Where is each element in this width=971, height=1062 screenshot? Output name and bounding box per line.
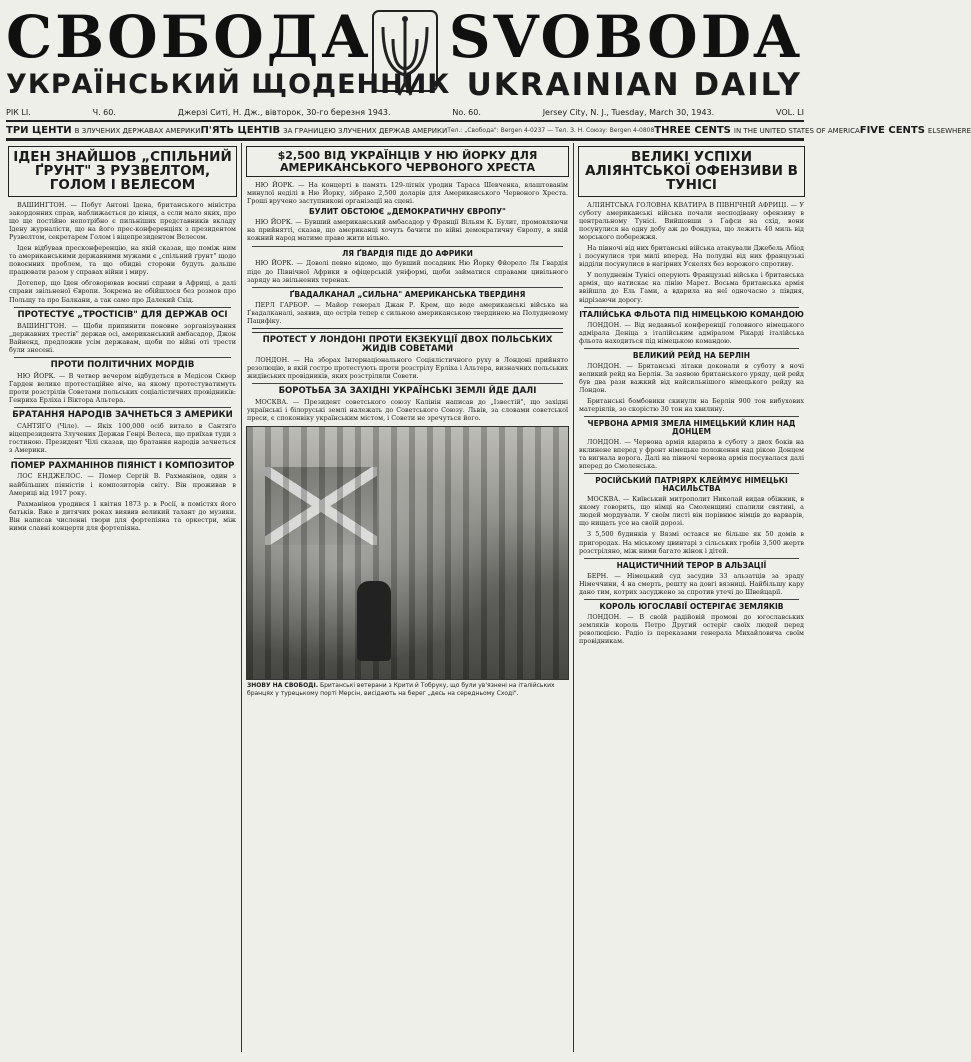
dateline-issue: Ч. 60. [92,108,116,117]
headline-patriarch: РОСІЙСЬКИЙ ПАТРІЯРХ КЛЕЙМУЄ НІМЕЦЬКІ НАСИЛЬСТВА [595,476,788,494]
headline-rachmaninoff: ПОМЕР РАХМАНІНОВ ПІЯНІСТ І КОМПОЗИТОР [10,460,235,471]
phone-numbers: Тел.: „Свобода": Bergen 4-0237 — Тел. З. Н. Союзу: Bergen 4-0808 [447,127,655,134]
headline-london-protest: ПРОТЕСТ У ЛОНДОНІ ПРОТИ ЕКЗЕКУЦІЇ ДВОХ ПОЛЬСЬКИХ ЖИДІВ СОВЕТАМИ [262,334,553,354]
lead-headline-tunisia: ВЕЛИКІ УСПІХИ АЛІЯНТСЬКОЇ ОФЕНЗИВИ В ТУНІСІ [578,146,805,197]
center-column [244,143,571,1052]
price-five-cents-en [860,125,971,136]
title-english: SVOBODA [448,3,802,71]
divider [14,307,231,308]
article-paragraph: Дотепер, що Іден обговорював воєнні справи в Африці, а далі справи звільненої Європи. Зокрема не обійшлося без розмов про Польщу та про Балкани, а так само про Далекий Схід. [9,279,236,304]
article-paragraph: ВАШИНГТОН. — Щоби припинити поновне зорганізування „державних трестів" держав осі, американський амбасадор, Джон Вайненд, предложив усім державам, щоби по війні оті трести були знесені. [9,321,236,354]
dateline [6,106,804,122]
headline-red-army: ЧЕРВОНА АРМІЯ ЗМЕЛА НІМЕЦЬКИЙ КЛИН НАД ДОНЦЕМ [587,419,796,437]
article-paragraph: Рахманінов уродився 1 квітня 1873 р. в Росії, в помістях його батьків. Вже в дитячих роках виявив великий талант до музики. Він написав численні твори для фортепіяна та оркестри, між ними славні концерти для фортепіяна. [9,499,236,533]
subtitle-ukrainian: УКРАЇНСЬКИЙ ЩОДЕННИК [6,69,451,100]
article-paragraph: МОСКВА. — Президент советського союзу Калінін написав до „Ізвестій", що західні українські і білоруські землі належать до Советського Союзу. Львів, за словами советської преси, є споконвіку українським містом, і Совети не зречуться його. [247,397,568,423]
price-note: IN THE UNITED STATES OF AMERICA [733,126,860,135]
price-note: ELSEWHERE [927,126,971,135]
divider [584,307,799,308]
right-column [576,143,807,1052]
divider [584,599,799,600]
article-paragraph: МОСКВА. — Київський митрополит Николай видав обіжник, в якому говорить, що німці на Смоленщині спалили святині, а людей мордували. У своїм листі він порівнює німців до варварів, що нищать усе на своїй дорозі. [579,495,804,528]
divider [252,383,563,384]
dateline-issue-en: No. 60. [452,108,481,117]
article-paragraph: ВАШИНГТОН. — Побут Антоні Ідена, британського міністра закордонних справ, наближається до кінця, а єсли мало яких, про що ще постійно непотрібно є пильніших представників вкладу Ідену журналісти, що на його прес-конференціях з президентом Рузвелтом, секретарем Голом і віцепрезидентом Велесом. [9,200,236,241]
caption-text: Британські ветерани з Крити й Тобруку, що були ув'язнені на італійських бранцях у турецькому порті Мерсін, висідають на берег „десь на середньому Сході". [247,682,555,697]
left-column [6,143,239,1052]
subtitle-english: UKRAINIAN DAILY [466,67,802,103]
photo-figure [357,581,391,661]
headline-trusts: ПРОТЕСТУЄ „ТРОСТІСІВ" ДЛЯ ДЕРЖАВ ОСІ [17,309,228,320]
divider [252,246,563,247]
article-paragraph: ЛОНДОН. — Червона армія вдарила в суботу з двох боків на вклинене вперед у фронт німецьке положення над рікою Донцем та вигнала ворога. Далі на півночі червона армія посувалася далі вперед до Смоленська. [579,437,804,471]
headline-bullitt: БУЛИТ ОБСТОЮЄ „ДЕМОКРАТИЧНУ ЄВРОПУ" [309,207,506,217]
price-label: FIVE CENTS [859,125,925,136]
headline-berlin-raid: ВЕЛИКИЙ РЕЙД НА БЕРЛІН [632,350,751,360]
divider [584,558,799,559]
column-rule [241,143,242,1052]
headline-yugoslav-king: КОРОЛЬ ЮГОСЛАВІЇ ОСТЕРІГАЄ ЗЕМЛЯКІВ [599,601,784,611]
title-ukrainian: СВОБОДА [6,3,372,71]
dateline-volume: VOL. LI [776,108,804,117]
article-paragraph: НЮ ЙОРК. — На концерті в память 129-літніх уродин Тараса Шевченка, влаштованім минулої неділі в Ню Йорку, зібрано 2,500 доларів для Американського Червоного Хреста. Гроші вручено заступникові організації на сцені. [247,181,568,206]
article-paragraph: НЮ ЙОРК. — Доволі певно відомо, що бувший посадник Ню Йорку Фйорело Ля Ґвардія піде до Північної Африки в офіцерській уніформі, щоби займатися справами цивільного заряду на звільнених теренах. [247,259,568,284]
price-five-cents-uk [200,125,447,136]
headline-guadalcanal: ҐВАДАЛКАНАЛ „СИЛЬНА" АМЕРИКАНСЬКА ТВЕРДИНЯ [289,289,526,299]
divider [14,407,231,408]
dateline-english: Jersey City, N. J., Tuesday, March 30, 1943. [542,108,715,117]
divider [584,473,799,474]
article-paragraph: На півночі від них британські війська атакували Джебель Абіод і посунулися три милі вперед. На полудні від них французькі відділи посунулися в нагірних Ускелях без ворожого спротиву. [579,243,804,269]
headline-la-guardia: ЛЯ ҐВАРДІЯ ПІДЕ ДО АФРИКИ [342,248,473,258]
article-paragraph: ЛОНДОН. — В своїй радійовій промові до югославських земляків король Петро Другий остеріг своїх людей перед революцією. Радіо із переказами генерала Михайловича своїм провідникам. [579,612,804,646]
price-label: ТРИ ЦЕНТИ [6,125,72,136]
news-photo [246,426,569,680]
article-paragraph: З 5,500 будинків у Вязмі остався не більше як 50 домів в пригородах. На міському цвинтарі з сільських гробів 3,500 жертв розстріляно, між ними багато жінок і дітей. [579,530,804,555]
article-paragraph: АЛІЯНТСЬКА ГОЛОВНА КВАТИРА В ПІВНІЧНІЙ АФРИЦІ. — У суботу американські війська почали несподівану офензиву в центральному Тунісі. Вийшовши з Ґафси на схід, вони посунулися на одну добу аж до Фондука, що лежить 40 миль від морського побережжя. [579,200,804,241]
article-paragraph: САНТЯҐО (Чіле). — Якіх 100,000 осіб витало в Сантяґо віцепрезидента Злучених Держав Генрі Велеса, що приїхав туди з гостиною. Президент Чілі сказав, що братання народів зачнеться з Америки. [9,422,236,455]
price-note: ЗА ГРАНИЦЕЮ ЗЛУЧЕНИХ ДЕРЖАВ АМЕРИКИ [283,126,448,135]
article-columns [6,143,804,1052]
article-paragraph: ЛОНДОН. — Британські літаки доконали в суботу в ночі великий рейд на Берлін. За заявою британського уряду, цей рейд був два рази важкий від найсильнішого німецького рейду на Лондон. [579,361,804,394]
divider [584,416,799,417]
price-label: П'ЯТЬ ЦЕНТІВ [200,125,281,136]
article-paragraph: У полудневім Тунісі оперують Французькі війська і британська армія, що натискає на лінію Марет. Восьма британська армія ввійшла до Ель Гами, а вдарила на неї одночасно з півдня, відрізаючи дорогу. [579,271,804,304]
lead-headline-eden: ІДЕН ЗНАЙШОВ „СПІЛЬНИЙ ҐРУНТ" З РУЗВЕЛТОМ, ГОЛОМ І ВЕЛЕСОМ [8,146,237,197]
divider [14,458,231,459]
headline-italian-fleet: ІТАЛІЙСЬКА ФЛЬОТА ПІД НІМЕЦЬКОЮ КОМАНДОЮ [579,309,804,319]
headline-political-murders: ПРОТИ ПОЛІТИЧНИХ МОРДІВ [50,359,195,370]
divider [14,357,231,358]
photo-caption [247,682,568,697]
priceline [6,123,971,141]
article-paragraph: ЛОС ЕНДЖЕЛОС. — Помер Сергій В. Рахманінов, один з найбільших піяністів і композиторів світу. Він проживав в Америці від 1917 року. [9,472,236,497]
divider [584,348,799,349]
divider [252,328,563,333]
banner-red-cross: $2,500 ВІД УКРАЇНЦІВ У НЮ ЙОРКУ ДЛЯ АМЕРИКАНСЬКОГО ЧЕРВОНОГО ХРЕСТА [246,146,569,177]
article-paragraph: БЕРН. — Німецький суд засудив 33 альзатців за зраду Німеччини, 4 на смерть, решту на довгі вязниці. Найбільшу кару дано тим, котрих засуджено за спротив утечі до Швейцарії. [579,571,804,596]
price-three-cents-uk [6,125,200,136]
column-rule [573,143,574,1052]
headline-alsace: НАЦИСТИЧНИЙ ТЕРОР В АЛЬЗАЦІЇ [616,560,767,570]
price-label: THREE CENTS [654,125,731,136]
caption-label: ЗНОВУ НА СВОБОДІ. [247,682,319,690]
dateline-ukrainian: Джерзі Ситі, Н. Дж., вівторок, 30-го березня 1943. [177,108,391,117]
article-paragraph: НЮ ЙОРК. — Бувший американський амбасадор у Франції Вільям К. Булит, промовляючи на прийнятті, сказав, що американці хочуть бачити по війні демократичну Європу, в якій кожний народ матиме право жити вільно. [247,218,568,243]
price-three-cents-en [654,125,859,136]
photo-texture [247,427,568,679]
price-note: В ЗЛУЧЕНИХ ДЕРЖАВАХ АМЕРИКИ [74,126,201,135]
article-paragraph: ПЕРЛ ГАРБОР. — Майор генерал Джан Р. Крем, що веде американські війська на Ґвадалканалі, заявив, що острів тепер є сильною американською твердинею на Полудневому Пацифіку. [247,300,568,325]
article-paragraph: Іден відбував пресконференцію, на якій сказав, що поміж ним та американськими державними мужами є „спільний ґрунт" щодо повоєнних проблем, та що обидві сторони будуть дальше працювати разом у справах війни і миру. [9,243,236,277]
article-paragraph: ЛОНДОН. — На зборах Інтернаціонального Соціялістичного руху в Лондоні прийнято резолюцію, в якій гостро протестують проти розстрілу Ерліха і Альтера, визначних польських жидівських провідників, яких розстріляли Совети. [247,355,568,380]
dateline-year: РІК LI. [6,108,31,117]
article-paragraph: Британські бомбовики скинули на Берлін 900 тон вибухових матеріялів, зо скорістю 30 тон на хвилину. [579,397,804,414]
article-paragraph: ЛОНДОН. — Від недавньої конференції головного німецького адмірала Деніца з італійським адміралом Рікарді італійська фльота находиться під німецькою командою. [579,320,804,345]
newspaper-page [6,3,971,1052]
article-paragraph: НЮ ЙОРК. — В четвер вечером відбудеться в Медісон Сквер Гарден велике протестаційне віче, на якому протестуватимуть проти розстрілів Советами польських соціалістичних провідників: Генриха Ерліха і Віктора Альтера. [9,371,236,405]
headline-brotherhood: БРАТАННЯ НАРОДІВ ЗАЧНЕТЬСЯ З АМЕРИКИ [12,410,233,421]
headline-western-lands: БОРОТЬБА ЗА ЗАХІДНІ УКРАЇНСЬКІ ЗЕМЛІ ЙДЕ ДАЛІ [278,385,537,396]
masthead [6,3,971,140]
divider [252,287,563,288]
